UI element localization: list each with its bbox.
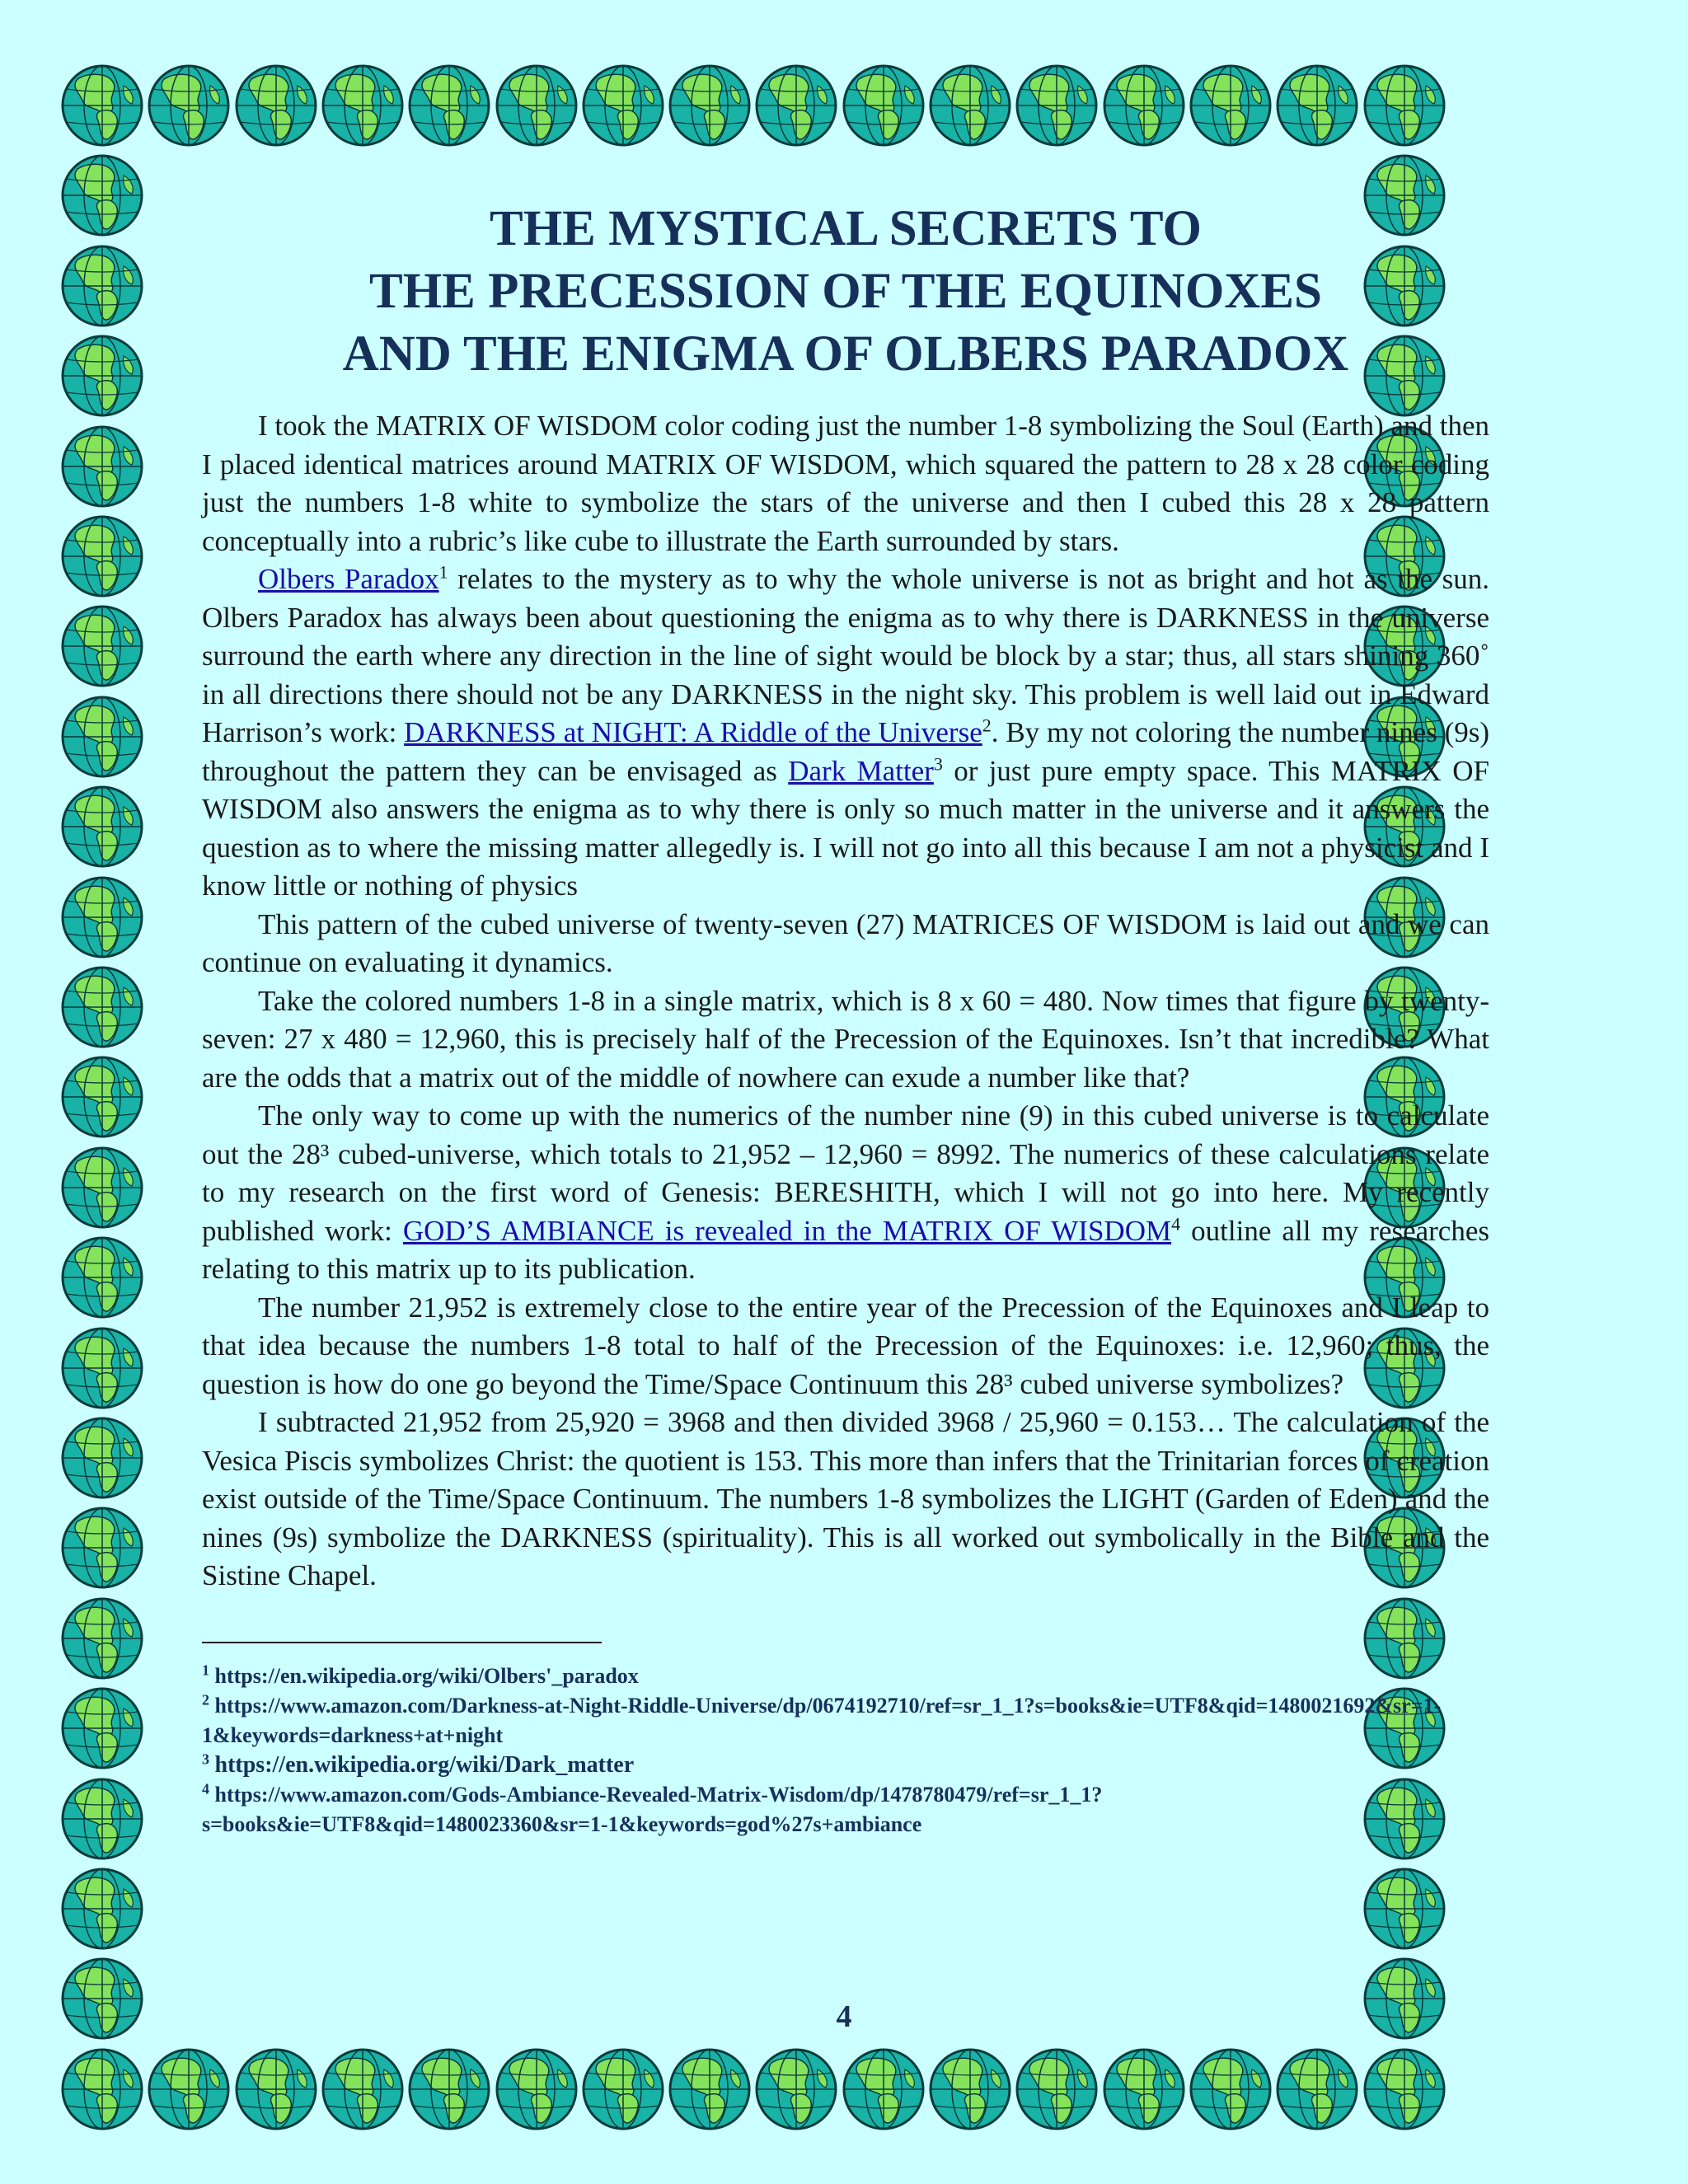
paragraph-text: or just pure empty space. This MATRIX OF WISDOM also answers the enigma as to why there is only so much matter in the universe and it answers the question as to where the missing matter allegedly is. I will not go into all this because I am not a physicist and I know little or nothing of physics <box>202 754 1489 902</box>
globe-icon <box>63 1689 142 1768</box>
globe-icon <box>63 427 142 506</box>
globe-icon <box>670 2050 749 2129</box>
globe-icon <box>63 156 142 235</box>
globe-icon <box>1365 2050 1444 2129</box>
paragraph-vesica-piscis: I subtracted 21,952 from 25,920 = 3968 and then divided 3968 / 25,960 = 0.153… The calculation of the Vesica Piscis symbolizes Christ: the quotient is 153. This more than infers that the Trinitarian forces of creation exist outside of the Time/Space Continuum. The numbers 1-8 symbolizes the LIGHT (Garden of Eden) and the nines (9s) symbolize the DARKNESS (spirituality). This is all worked out symbolically in the Bible and the Sistine Chapel. <box>202 1406 1489 1591</box>
globe-icon <box>323 66 402 145</box>
globe-icon <box>497 66 576 145</box>
globe-icon <box>63 66 142 145</box>
globe-icon <box>844 66 923 145</box>
dark-matter-link[interactable]: Dark Matter <box>788 754 934 787</box>
globe-icon <box>1278 2050 1357 2129</box>
page-title <box>202 198 1489 386</box>
footnote-divider <box>202 1642 602 1643</box>
globe-icon <box>149 2050 228 2129</box>
globe-icon <box>63 878 142 957</box>
paragraph-precession: Take the colored numbers 1-8 in a single matrix, which is 8 x 60 = 480. Now times that figure by twenty-seven: 27 x 480 = 12,960, this is precisely half of the Precession of the Equinoxes. Isn’t that incredible? What are the odds that a matrix out of the middle of nowhere can exude a number like that? <box>202 984 1489 1094</box>
globe-icon <box>1365 1869 1444 1948</box>
paragraph-olbers-paradox <box>202 560 1489 906</box>
globe-icon <box>63 1238 142 1317</box>
paragraph-time-space: The number 21,952 is extremely close to the entire year of the Precession of the Equinoxes and I leap to that idea because the numbers 1-8 total to half of the Precession of the Equinoxes: i.e. 12,960; thus, the question is how do one go beyond the Time/Space Continuum this 28³ cubed universe symbolizes? <box>202 1291 1489 1400</box>
globe-icon <box>63 1869 142 1948</box>
footnote-ref: 3 <box>933 752 943 774</box>
gods-ambiance-link[interactable]: GOD’S AMBIANCE is revealed in the MATRIX OF WISDOM <box>402 1214 1172 1247</box>
globe-icon <box>1278 66 1357 145</box>
footnote-ref: 2 <box>982 715 992 736</box>
olbers-paradox-link[interactable]: Olbers Paradox <box>258 563 439 595</box>
globe-icon <box>844 2050 923 2129</box>
footnote-text: https://en.wikipedia.org/wiki/Dark_matter <box>214 1751 635 1778</box>
globe-icon <box>670 66 749 145</box>
globe-icon <box>63 2050 142 2129</box>
globe-icon <box>63 517 142 596</box>
globe-icon <box>410 2050 489 2129</box>
paragraph-matrix-intro: I took the MATRIX OF WISDOM color coding just the number 1-8 symbolizing the Soul (Earth) and then I placed identical matrices around MATRIX OF WISDOM, which squared the pattern to 28 x 28 color coding just the numbers 1-8 white to symbolize the stars of the universe and then I cubed this 28 x 28 pattern conceptually into a rubric’s like cube to illustrate the Earth surrounded by stars. <box>202 410 1489 557</box>
globe-icon <box>323 2050 402 2129</box>
paragraph-numerics <box>202 1097 1489 1289</box>
title-line: THE MYSTICAL SECRETS TO <box>490 201 1202 256</box>
globe-icon <box>757 2050 836 2129</box>
footnote-text: https://en.wikipedia.org/wiki/Olbers'_paradox <box>214 1663 639 1688</box>
paragraph-text: . By my not coloring the number nines (9s) throughout the pattern they can be envisaged as <box>202 716 1489 787</box>
globe-icon <box>63 697 142 776</box>
globe-icon <box>63 1779 142 1858</box>
footnote-4 <box>202 1780 1489 1840</box>
globe-icon <box>1191 2050 1270 2129</box>
globe-icon <box>1017 66 1096 145</box>
globe-icon <box>757 66 836 145</box>
title-line: THE PRECESSION OF THE EQUINOXES <box>369 264 1322 319</box>
page-content <box>202 198 1489 1840</box>
page-number: 4 <box>836 1999 852 2034</box>
globe-icon <box>410 66 489 145</box>
globe-icon <box>584 2050 663 2129</box>
globe-icon <box>63 246 142 326</box>
footnote-number: 4 <box>202 1779 209 1797</box>
globe-icon <box>63 607 142 686</box>
footnote-text: https://www.amazon.com/Gods-Ambiance-Revealed-Matrix-Wisdom/dp/1478780479/ref=sr_1_1?s=books&ie=UTF8&qid=1480023360&sr=1-1&keywords=god%27s+ambiance <box>202 1782 1103 1836</box>
globe-icon <box>63 1599 142 1678</box>
footnote-text: https://www.amazon.com/Darkness-at-Night-Riddle-Universe/dp/0674192710/ref=sr_1_1?s=books&ie=UTF8&qid=1480021692&sr=1-1&keywords=darkness+at+night <box>202 1693 1442 1747</box>
darkness-at-night-link[interactable]: DARKNESS at NIGHT: A Riddle of the Universe <box>404 716 982 748</box>
globe-icon <box>63 1329 142 1408</box>
globe-icon <box>1104 66 1184 145</box>
footnote-number: 1 <box>202 1661 209 1678</box>
footnote-1 <box>202 1661 1489 1691</box>
footnote-2 <box>202 1691 1489 1750</box>
footnote-number: 3 <box>202 1750 209 1767</box>
globe-icon <box>63 336 142 415</box>
globe-icon <box>63 1418 142 1497</box>
globe-icon <box>1104 2050 1184 2129</box>
globe-icon <box>931 66 1010 145</box>
globe-icon <box>63 787 142 866</box>
globe-icon <box>63 1148 142 1227</box>
globe-icon <box>584 66 663 145</box>
globe-icon <box>1365 66 1444 145</box>
globe-icon <box>63 968 142 1047</box>
globe-icon <box>149 66 228 145</box>
globe-icon <box>237 2050 316 2129</box>
globe-icon <box>237 66 316 145</box>
globe-icon <box>63 1057 142 1137</box>
globe-icon <box>63 1508 142 1587</box>
paragraph-text: relates to the mystery as to why the whole universe is not as bright and hot as the sun. Olbers Paradox has always been about questioning the enigma as to why there is DARKNESS in the universe surround the earth where any direction in the line of sight would be block by a star; thus, all stars shining 360˚ in all directions there should not be any DARKNESS in the night sky. This problem is well laid out in Edward Harrison’s work: <box>202 563 1489 748</box>
paragraph-cubed-universe: This pattern of the cubed universe of twenty-seven (27) MATRICES OF WISDOM is laid out and we can continue on evaluating it dynamics. <box>202 907 1489 978</box>
globe-icon <box>931 2050 1010 2129</box>
footnote-3 <box>202 1750 1489 1780</box>
title-line: AND THE ENIGMA OF OLBERS PARADOX <box>342 326 1349 382</box>
footnote-ref: 1 <box>438 561 448 583</box>
footnote-ref: 4 <box>1171 1212 1181 1234</box>
globe-icon <box>1191 66 1270 145</box>
globe-icon <box>497 2050 576 2129</box>
globe-icon <box>1017 2050 1096 2129</box>
paragraph-text: outline all my researches relating to this matrix up to its publication. <box>202 1214 1490 1285</box>
paragraph-text: The only way to come up with the numerics of the number nine (9) in this cubed universe is to calculate out the 28³ cubed-universe, which totals to 21,952 – 12,960 = 8992. The numerics of these calculations relate to my research on the first word of Genesis: BERESHITH, which I will not go into here. My recently published work: <box>202 1099 1489 1247</box>
footnote-number: 2 <box>202 1690 209 1708</box>
